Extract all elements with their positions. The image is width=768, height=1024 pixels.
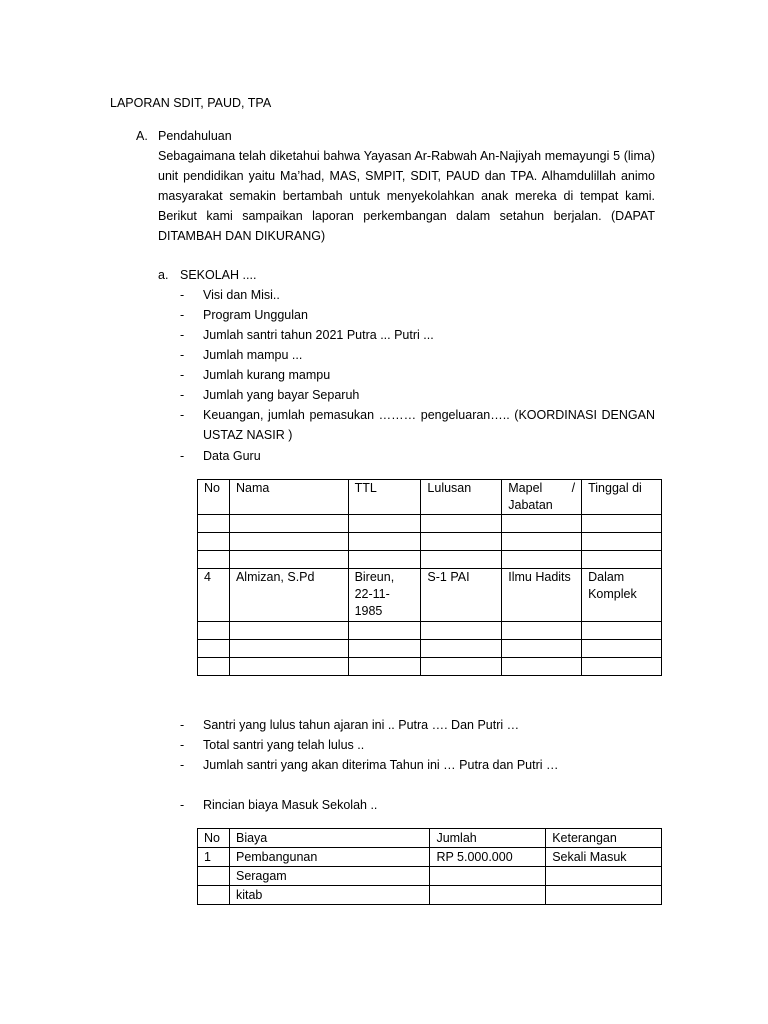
intro-line-2: unit pendidikan yaitu Ma’had, MAS, SMPIT, SDIT, PAUD dan TPA. Alhamdulillah animo xyxy=(158,169,655,183)
table-row xyxy=(198,533,662,551)
bullet-visi-misi: Visi dan Misi.. xyxy=(203,288,280,302)
table-row xyxy=(198,515,662,533)
table-row xyxy=(198,551,662,569)
bullet-kurang-mampu: Jumlah kurang mampu xyxy=(203,368,331,382)
cell-biaya: Pembangunan xyxy=(229,848,429,867)
cell-jumlah xyxy=(430,867,546,886)
header-slash: / xyxy=(571,481,576,495)
bullet-dash: - xyxy=(180,798,185,812)
table-row xyxy=(198,658,662,676)
biaya-table xyxy=(197,828,662,905)
intro-line-5: DITAMBAH DAN DIKURANG) xyxy=(158,229,326,243)
table-row xyxy=(198,569,662,622)
bullet-total-lulus: Total santri yang telah lulus .. xyxy=(203,738,365,752)
header-jabatan: Jabatan xyxy=(508,498,553,512)
table-row xyxy=(198,640,662,658)
bullet-keuangan: Keuangan, jumlah pemasukan ……… pengeluaran….. (KOORDINASI DENGAN xyxy=(203,408,655,422)
section-a-heading: Pendahuluan xyxy=(158,129,232,143)
cell-ttl: Bireun, 22-11- 1985 xyxy=(348,569,421,622)
header-nama: Nama xyxy=(229,480,348,515)
table-row xyxy=(198,848,662,867)
bullet-jumlah-mampu: Jumlah mampu ... xyxy=(203,348,303,362)
cell-keterangan xyxy=(546,867,662,886)
sub-a-heading: SEKOLAH .... xyxy=(180,268,257,282)
cell-biaya: kitab xyxy=(229,886,429,905)
cell-mapel: Ilmu Hadits xyxy=(502,569,582,622)
page-title: LAPORAN SDIT, PAUD, TPA xyxy=(110,96,272,110)
cell-lulusan: S-1 PAI xyxy=(421,569,502,622)
bullet-bayar-separuh: Jumlah yang bayar Separuh xyxy=(203,388,360,402)
header-mapel-jabatan xyxy=(502,480,582,515)
bullet-keuangan-cont: USTAZ NASIR ) xyxy=(203,428,293,442)
intro-line-3: masyarakat semakin bertambah untuk menyekolahkan anak mereka di tempat kami. xyxy=(158,189,655,203)
table-row xyxy=(198,867,662,886)
sub-a-marker: a. xyxy=(158,268,169,282)
intro-line-4: Berikut kami sampaikan laporan perkembangan dalam setahun berjalan. (DAPAT xyxy=(158,209,655,223)
bullet-dash: - xyxy=(180,449,185,463)
header-jumlah: Jumlah xyxy=(430,829,546,848)
cell-keterangan xyxy=(546,886,662,905)
bullet-dash: - xyxy=(180,758,185,772)
cell-nama: Almizan, S.Pd xyxy=(229,569,348,622)
header-no: No xyxy=(198,480,230,515)
cell-no: 4 xyxy=(198,569,230,622)
bullet-dash: - xyxy=(180,408,185,422)
bullet-rincian-biaya: Rincian biaya Masuk Sekolah .. xyxy=(203,798,378,812)
table-row xyxy=(198,622,662,640)
cell-tinggal: Dalam Komplek xyxy=(582,569,662,622)
bullet-santri-lulus: Santri yang lulus tahun ajaran ini .. Putra …. Dan Putri … xyxy=(203,718,520,732)
bullet-dash: - xyxy=(180,388,185,402)
cell-biaya: Seragam xyxy=(229,867,429,886)
bullet-dash: - xyxy=(180,368,185,382)
cell-no xyxy=(198,886,230,905)
table-header-row xyxy=(198,480,662,515)
bullet-dash: - xyxy=(180,738,185,752)
cell-jumlah: RP 5.000.000 xyxy=(430,848,546,867)
cell-jumlah xyxy=(430,886,546,905)
table-header-row xyxy=(198,829,662,848)
section-a-marker: A. xyxy=(136,129,148,143)
bullet-program-unggulan: Program Unggulan xyxy=(203,308,308,322)
bullet-dash: - xyxy=(180,348,185,362)
header-mapel: Mapel xyxy=(508,481,543,495)
bullet-dash: - xyxy=(180,718,185,732)
table-row xyxy=(198,886,662,905)
guru-table xyxy=(197,479,662,676)
header-tinggal: Tinggal di xyxy=(582,480,662,515)
intro-line-1: Sebagaimana telah diketahui bahwa Yayasan Ar-Rabwah An-Najiyah memayungi 5 (lima) xyxy=(158,149,655,163)
header-ttl: TTL xyxy=(348,480,421,515)
bullet-data-guru: Data Guru xyxy=(203,449,261,463)
bullet-akan-diterima: Jumlah santri yang akan diterima Tahun ini … Putra dan Putri … xyxy=(203,758,559,772)
bullet-jumlah-santri: Jumlah santri tahun 2021 Putra ... Putri ... xyxy=(203,328,434,342)
bullet-dash: - xyxy=(180,288,185,302)
bullet-dash: - xyxy=(180,328,185,342)
header-keterangan: Keterangan xyxy=(546,829,662,848)
header-lulusan: Lulusan xyxy=(421,480,502,515)
cell-keterangan: Sekali Masuk xyxy=(546,848,662,867)
bullet-dash: - xyxy=(180,308,185,322)
header-biaya: Biaya xyxy=(229,829,429,848)
cell-no: 1 xyxy=(198,848,230,867)
cell-no xyxy=(198,867,230,886)
header-no: No xyxy=(198,829,230,848)
